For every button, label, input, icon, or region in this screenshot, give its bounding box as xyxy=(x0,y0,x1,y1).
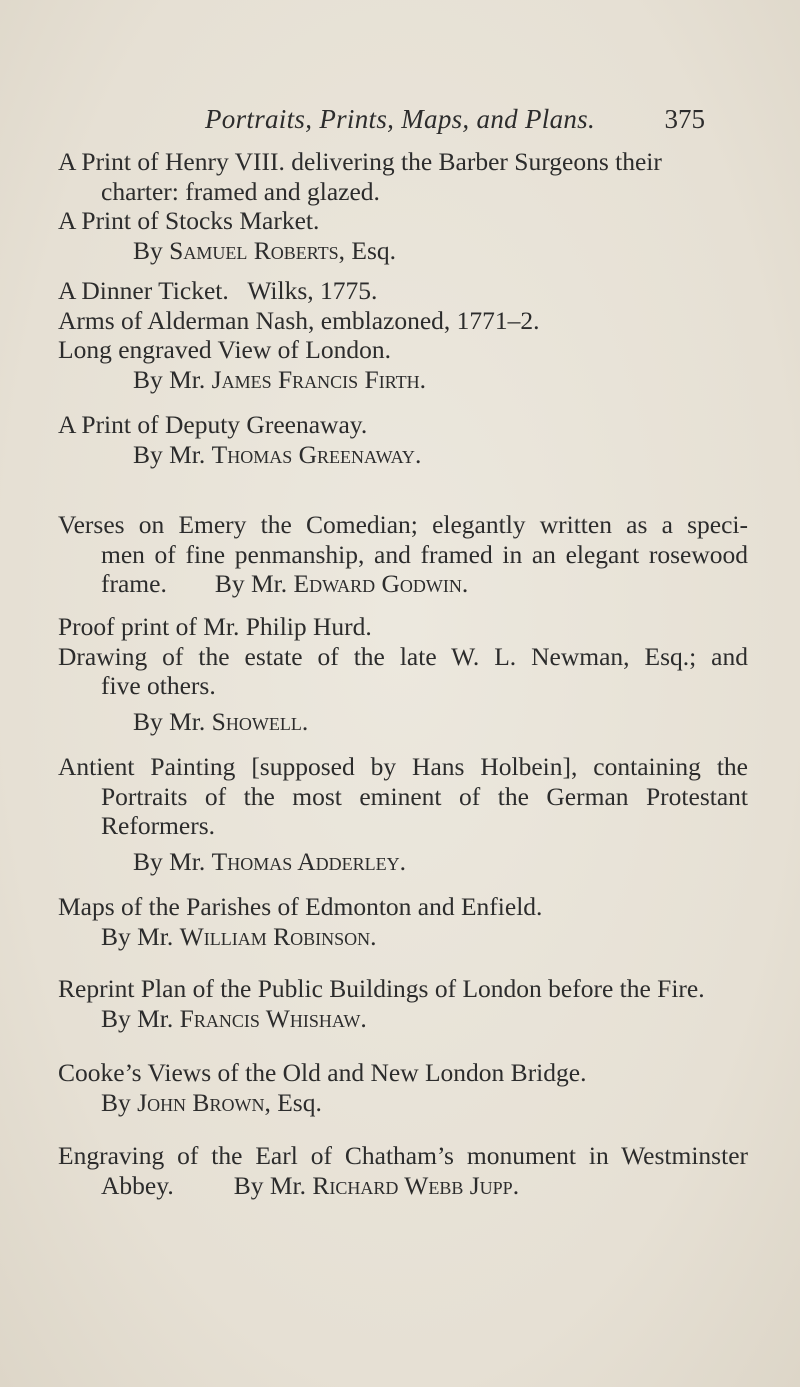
donor-suffix: . xyxy=(419,364,427,394)
donor-name: Showell xyxy=(211,706,302,736)
item-line: Engraving of the Earl of Chatham’s monument in Westminster xyxy=(58,1141,748,1170)
donor-name: Samuel Roberts xyxy=(169,235,339,265)
item-line: Reprint Plan of the Public Buildings of London before the Fire. xyxy=(58,974,705,1003)
donor-prefix: By Mr. xyxy=(133,846,212,876)
donor-line xyxy=(58,440,748,470)
donor-suffix: . xyxy=(512,1170,520,1200)
item-line: Antient Painting [supposed by Hans Holbein], containing the xyxy=(58,752,748,781)
item-line: Drawing of the estate of the late W. L. Newman, Esq.; and xyxy=(58,641,748,671)
donor-name: Francis Whishaw xyxy=(179,1003,361,1033)
item-line: A Dinner Ticket. Wilks, 1775. xyxy=(58,276,378,305)
donation-entry xyxy=(58,612,748,736)
donor-name: Thomas Greenaway xyxy=(211,439,415,469)
donor-suffix: . xyxy=(461,569,469,599)
donation-entry xyxy=(58,892,748,951)
item-line: Arms of Alderman Nash, emblazoned, 1771–2. xyxy=(58,305,540,335)
donation-entry xyxy=(58,276,748,394)
item-line: Cooke’s Views of the Old and New London Bridge. xyxy=(58,1058,587,1087)
donor-line xyxy=(58,1004,748,1034)
item-line: Proof print of Mr. Philip Hurd. xyxy=(58,612,372,641)
item-line: Verses on Emery the Comedian; elegantly written as a speci- xyxy=(58,510,748,539)
item-line: Maps of the Parishes of Edmonton and Enfield. xyxy=(58,892,543,921)
donor-line xyxy=(58,922,748,952)
donor-name: James Francis Firth xyxy=(211,364,420,394)
donation-entry xyxy=(58,510,748,599)
donor-prefix: By Mr. xyxy=(101,1003,180,1033)
donor-suffix: . xyxy=(399,846,406,876)
donation-entry xyxy=(58,147,748,265)
donor-prefix: By Mr. xyxy=(214,569,294,599)
running-title: Portraits, Prints, Maps, and Plans. xyxy=(205,104,596,134)
item-text: Abbey. xyxy=(101,1170,174,1200)
donor-name: Edward Godwin xyxy=(293,569,462,599)
donor-prefix: By Mr. xyxy=(133,439,212,469)
donor-suffix: , Esq. xyxy=(338,235,397,265)
donor-suffix: , Esq. xyxy=(264,1087,322,1117)
donor-name: Richard Webb Jupp xyxy=(312,1170,513,1200)
item-line: A Print of Deputy Greenaway. xyxy=(58,410,368,439)
item-text: frame. xyxy=(101,569,167,599)
donation-entry xyxy=(58,752,748,876)
donor-prefix: By Mr. xyxy=(133,706,212,736)
page-number: 375 xyxy=(664,104,705,134)
item-line: Long engraved View of London. xyxy=(58,335,391,365)
donor-suffix: . xyxy=(414,439,422,469)
donor-name: William Robinson xyxy=(179,921,371,951)
item-line-with-donor xyxy=(58,569,748,599)
donor-prefix: By xyxy=(101,1087,138,1117)
page-header xyxy=(205,104,705,144)
donor-name: Thomas Adderley xyxy=(211,846,400,876)
donation-entry xyxy=(58,410,748,469)
donor-suffix: . xyxy=(301,706,309,736)
item-line: Portraits of the most eminent of the German Protestant xyxy=(101,781,748,811)
item-line: charter: framed and glazed. xyxy=(101,176,380,206)
donor-prefix: By Mr. xyxy=(101,921,180,951)
donor-inline xyxy=(234,1171,519,1201)
item-line: A Print of Henry VIII. delivering the Barber Surgeons their xyxy=(58,147,662,176)
donation-entry xyxy=(58,1058,748,1117)
item-line: Reformers. xyxy=(101,811,216,841)
donor-line xyxy=(58,365,748,395)
donor-suffix: . xyxy=(360,1003,367,1033)
donor-prefix: By xyxy=(133,235,170,265)
donor-prefix: By Mr. xyxy=(133,364,212,394)
donor-name: John Brown xyxy=(137,1087,265,1117)
donor-line xyxy=(58,707,748,737)
donor-inline xyxy=(215,569,468,599)
item-line: A Print of Stocks Market. xyxy=(58,206,320,236)
donor-line xyxy=(58,236,748,266)
donor-prefix: By Mr. xyxy=(233,1170,313,1200)
donor-line xyxy=(58,847,748,877)
donation-entry xyxy=(58,1141,748,1200)
donor-suffix: . xyxy=(370,921,377,951)
item-line: men of fine penmanship, and framed in an elegant rosewood xyxy=(101,539,748,569)
item-line-with-donor xyxy=(58,1171,748,1201)
donor-line xyxy=(58,1088,748,1118)
donation-entry xyxy=(58,974,748,1033)
item-line: five others. xyxy=(101,671,216,701)
